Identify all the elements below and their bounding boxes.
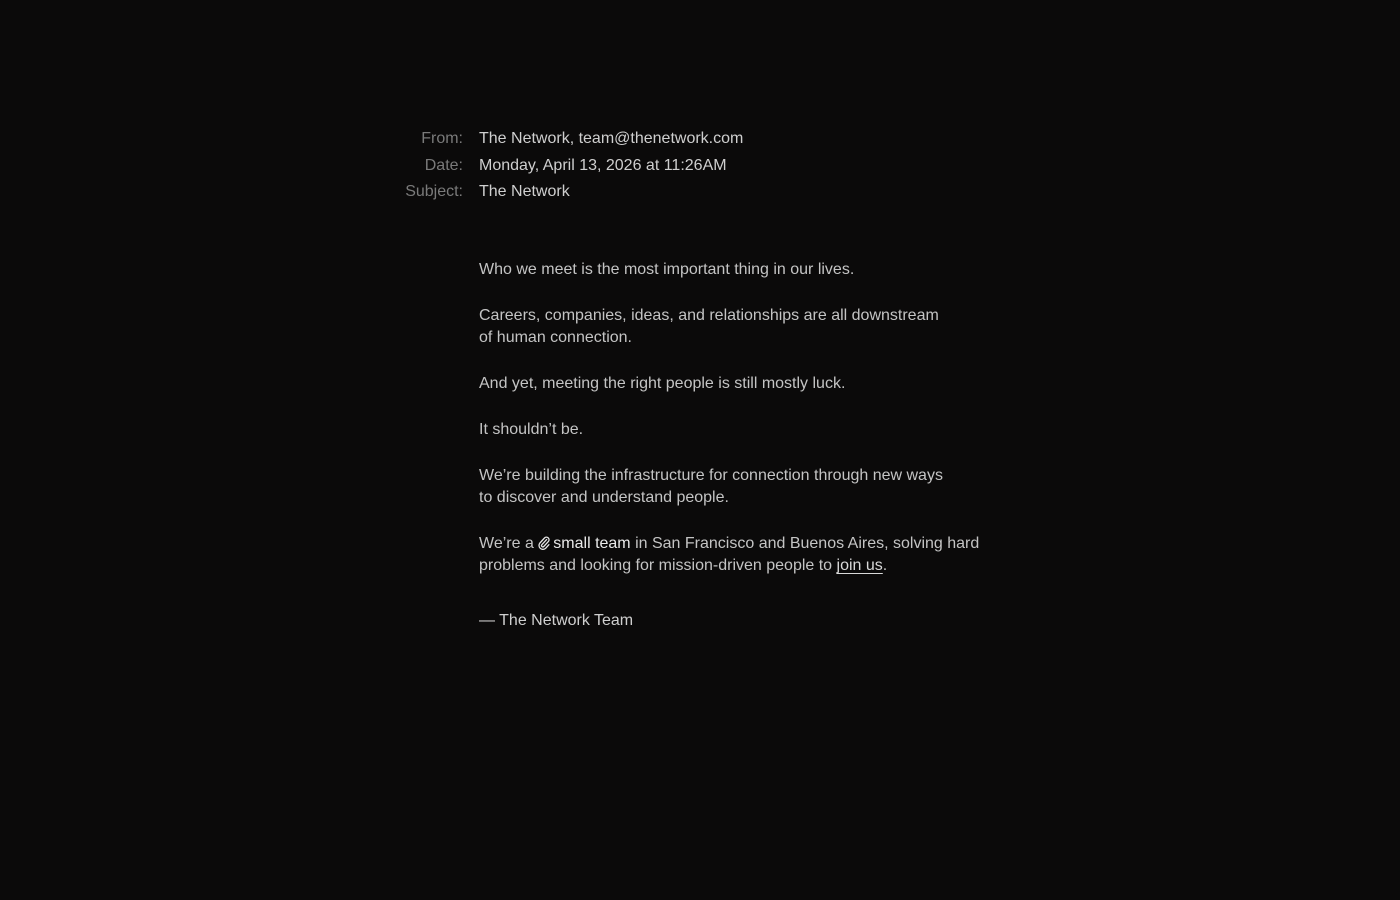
small-team-link-label[interactable]: small team xyxy=(553,535,631,552)
signoff: — The Network Team xyxy=(479,612,634,629)
paragraph-team-suffix: . xyxy=(882,557,888,574)
join-us-link[interactable]: join us xyxy=(836,557,883,574)
from-value: The Network, team@thenetwork.com xyxy=(479,130,744,147)
paragraph-infrastructure-line2: to discover and understand people. xyxy=(479,489,729,506)
paragraph-intro: Who we meet is the most important thing in our lives. xyxy=(479,261,855,278)
paragraph-team xyxy=(479,533,999,577)
paragraph-careers-line1: Careers, companies, ideas, and relationships are all downstream xyxy=(479,307,939,324)
paperclip-icon xyxy=(538,536,550,550)
email-body xyxy=(479,259,999,656)
from-row xyxy=(380,128,743,155)
paragraph-team-line2: problems and looking for mission-driven people to xyxy=(479,557,837,574)
from-label: From: xyxy=(421,130,463,147)
subject-value: The Network xyxy=(479,183,570,200)
date-row xyxy=(380,155,743,182)
subject-label: Subject: xyxy=(405,183,463,200)
email-header xyxy=(380,128,743,208)
paragraph-team-prefix: We’re a xyxy=(479,535,539,552)
paragraph-infrastructure xyxy=(479,465,999,509)
paragraph-luck: And yet, meeting the right people is still mostly luck. xyxy=(479,375,846,392)
paragraph-careers xyxy=(479,305,999,349)
paragraph-infrastructure-line1: We’re building the infrastructure for connection through new ways xyxy=(479,467,943,484)
paragraph-careers-line2: of human connection. xyxy=(479,329,632,346)
subject-row xyxy=(380,181,743,208)
date-value: Monday, April 13, 2026 at 11:26AM xyxy=(479,156,727,174)
paragraph-team-middle: in San Francisco and Buenos Aires, solving hard xyxy=(630,535,980,552)
date-label: Date: xyxy=(424,156,463,174)
paragraph-shouldnt: It shouldn’t be. xyxy=(479,421,584,438)
small-team-link[interactable] xyxy=(538,535,630,552)
